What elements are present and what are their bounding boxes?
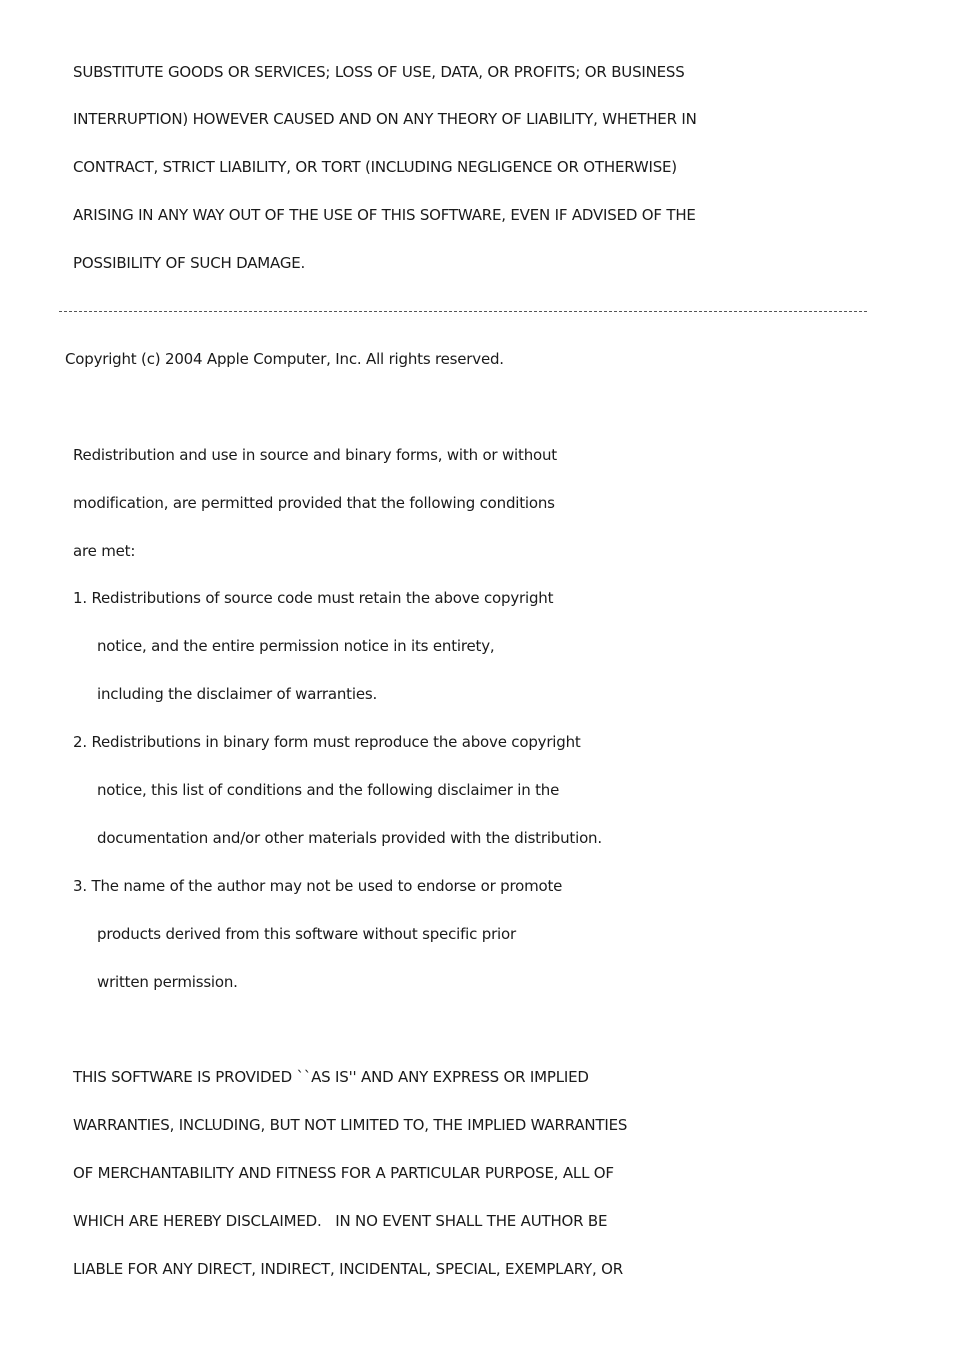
text-line: SUBSTITUTE GOODS OR SERVICES; LOSS OF USE, DATA, OR PROFITS; OR BUSINESS: [73, 63, 685, 81]
condition-3: 3. The name of the author may not be used to endorse or promote: [73, 877, 563, 895]
text-line: WHICH ARE HEREBY DISCLAIMED. IN NO EVENT SHALL THE AUTHOR BE: [73, 1212, 608, 1230]
text-line: CONTRACT, STRICT LIABILITY, OR TORT (INCLUDING NEGLIGENCE OR OTHERWISE): [73, 158, 677, 176]
text-line: notice, and the entire permission notice in its entirety,: [97, 637, 495, 655]
text-line: notice, this list of conditions and the following disclaimer in the: [97, 781, 560, 799]
condition-2: 2. Redistributions in binary form must reproduce the above copyright: [73, 733, 581, 751]
text-line: Redistribution and use in source and binary forms, with or without: [73, 446, 557, 464]
text-line: are met:: [73, 542, 136, 560]
text-line: INTERRUPTION) HOWEVER CAUSED AND ON ANY THEORY OF LIABILITY, WHETHER IN: [73, 110, 697, 128]
text-line: modification, are permitted provided that the following conditions: [73, 494, 555, 512]
text-line: written permission.: [97, 973, 238, 991]
text-line: including the disclaimer of warranties.: [97, 685, 378, 703]
text-line: LIABLE FOR ANY DIRECT, INDIRECT, INCIDENTAL, SPECIAL, EXEMPLARY, OR: [73, 1260, 623, 1278]
section-divider: [59, 311, 867, 312]
text-line: products derived from this software without specific prior: [97, 925, 516, 943]
text-line: WARRANTIES, INCLUDING, BUT NOT LIMITED TO, THE IMPLIED WARRANTIES: [73, 1116, 628, 1134]
text-line: ARISING IN ANY WAY OUT OF THE USE OF THIS SOFTWARE, EVEN IF ADVISED OF THE: [73, 206, 696, 224]
text-line: documentation and/or other materials provided with the distribution.: [97, 829, 602, 847]
copyright-notice: Copyright (c) 2004 Apple Computer, Inc. All rights reserved.: [65, 350, 504, 368]
text-line: THIS SOFTWARE IS PROVIDED ``AS IS'' AND ANY EXPRESS OR IMPLIED: [73, 1068, 589, 1086]
condition-1: 1. Redistributions of source code must retain the above copyright: [73, 589, 554, 607]
text-line: POSSIBILITY OF SUCH DAMAGE.: [73, 254, 306, 272]
text-line: OF MERCHANTABILITY AND FITNESS FOR A PARTICULAR PURPOSE, ALL OF: [73, 1164, 614, 1182]
